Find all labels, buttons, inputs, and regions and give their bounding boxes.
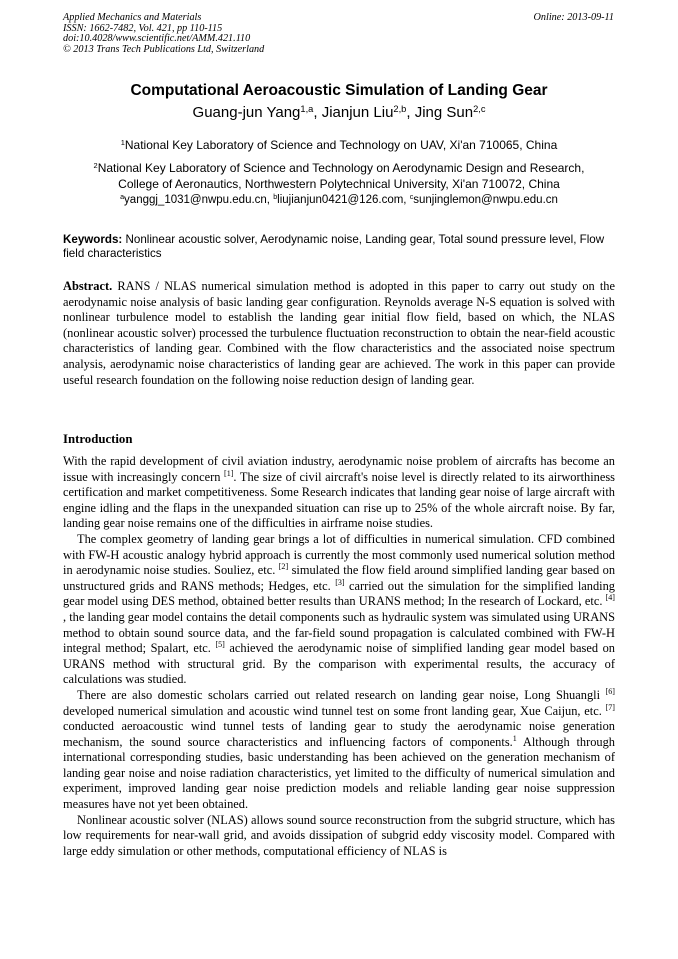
citation: [2]	[278, 562, 289, 572]
paper-title: Computational Aeroacoustic Simulation of Landing Gear	[130, 82, 548, 99]
journal-name: Applied Mechanics and Materials	[63, 12, 202, 23]
section-heading-introduction: Introduction	[63, 432, 133, 446]
doi-line: doi:10.4028/www.scientific.net/AMM.421.110	[63, 33, 251, 45]
affiliation-2: $^2$National Key Laboratory of Science and Technology on Aerodynamic Design and Research, College of Aeronautics, Northwestern Polytechnical University, Xi'an 710072, China	[93, 160, 585, 191]
keywords	[63, 233, 615, 261]
citation: [5]	[215, 640, 225, 650]
author-sup: 2,b	[393, 103, 407, 114]
author-name: Jianjun Liu	[321, 104, 394, 121]
journal-header	[63, 13, 614, 55]
citation: [4]	[605, 593, 615, 603]
paragraph: With the rapid development of civil aviation industry, aerodynamic noise problem of aircrafts has become an issue with increasingly concern [1]. The size of civil aircraft's noise level is directly related to its airworthiness certification and market competitiveness. Some Research indicates that landing gear noise of large aircraft with engine idling and the flaps in the unexpanded situation can rise up to 25% of the whole aircraft noise. By far, landing gear noise remains one of the difficulties in airframe noise studies.	[63, 454, 616, 531]
abstract	[63, 279, 615, 388]
citation: [6]	[605, 687, 615, 697]
author-name: Jing Sun	[414, 104, 474, 121]
citation: [3]	[335, 577, 345, 587]
keywords-label: Keywords:	[63, 233, 123, 246]
citation: [7]	[605, 702, 615, 712]
email-link: liujianjun0421@126.com,	[277, 194, 410, 206]
citation: [1]	[224, 468, 234, 478]
email-link: yanggj_1031@nwpu.edu.cn,	[124, 194, 274, 206]
paragraph: There are also domestic scholars carried out related research on landing gear noise, Long Shuangli [6] developed numerical simulation and acoustic wind tunnel test on some front landing gear, Xue Caijun, etc. [7] conducted aeroacoustic wind tunnel tests of landing gear to study the aerodynamic noise generation mechanism, the sound source characteristics and influencing factors of components.$^1$ Although through international corresponding studies, basic understanding has been achieved on the generation mechanism of landing gear noise and noise radiation characteristics, yet limited to the difficulty of numerical simulation and experiment, improved landing gear noise prediction models and reliable landing gear noise suppression measures have not yet been obtained.	[63, 687, 615, 812]
issn-line: ISSN: 1662-7482, Vol. 421, pp 110-115	[63, 22, 223, 34]
abstract-label: Abstract.	[63, 279, 113, 293]
footnote-marker: 1	[512, 733, 517, 743]
copyright-line: © 2013 Trans Tech Publications Ltd, Switzerland	[63, 43, 265, 55]
paragraph: Nonlinear acoustic solver (NLAS) allows sound source reconstruction from the subgrid structure, which has low requirements for near-wall grid, and avoids dissipation of subgrid eddy viscosity model. Compared with large eddy simulation or other methods, computational efficiency of NLAS is	[63, 812, 615, 858]
author-sup: 1,a	[300, 103, 314, 114]
paragraph: The complex geometry of landing gear brings a lot of difficulties in numerical simulation. CFD combined with FW-H acoustic analogy hybrid approach is currently the most commonly used numerical solution method in aerodynamic noise studies. Souliez, etc. [2] simulated the flow field around simplified landing gear based on unstructured grids and RANS methods; Hedges, etc. [3] carried out the simulation for the simplified landing gear model using DES method, obtained better results than URANS method; In the research of Lockard, etc. [4] , the landing gear model contains the detail components such as hydraulic system was simulated using URANS method to obtain sound source data, and the far-field sound propagation is calculated combined with FW-H integral method; Spalart, etc. [5] achieved the aerodynamic noise of simplified landing gear model based on URANS method with structural grid. By the comparison with experimental results, the accuracy of calculations was studied.	[63, 531, 616, 687]
keywords-text: Nonlinear acoustic solver, Aerodynamic noise, Landing gear, Total sound pressure level, Flow field characteristics	[63, 233, 605, 260]
affiliation-1: $^1$National Key Laboratory of Science and Technology on UAV, Xi'an 710065, China	[120, 137, 558, 152]
author-emails: $^a$yanggj_1031@nwpu.edu.cn, $^b$liujianjun0421@126.com, $^c$sunjinglemon@nwpu.edu.cn	[120, 193, 558, 206]
introduction-body	[63, 454, 615, 859]
author-name: Guang-jun Yang	[192, 104, 301, 121]
author-list: Guang-jun Yang$^{1,a}$, Jianjun Liu$^{2,b}$, Jing Sun$^{2,c}$	[192, 103, 486, 121]
abstract-text: RANS / NLAS numerical simulation method is adopted in this paper to carry out study on the aerodynamic noise analysis of basic landing gear configuration. Reynolds average N-S equation is solved with nonlinear turbulence model to establish the landing gear initial flow field, based on which, the NLAS (nonlinear acoustic solver) processed the turbulence fluctuation reconstruction to obtain the near-field acoustic characteristics of landing gear. Combined with the flow characteristics and the associated noise spectrum analysis, aerodynamic noise characteristics of landing gear are achieved. The work in this paper can provide useful research foundation on the following noise reduction design of landing gear.	[63, 279, 615, 387]
author-sup: 2,c	[473, 103, 486, 114]
email-link: sunjinglemon@nwpu.edu.cn	[413, 194, 558, 206]
online-date: Online: 2013-09-11	[533, 12, 614, 23]
